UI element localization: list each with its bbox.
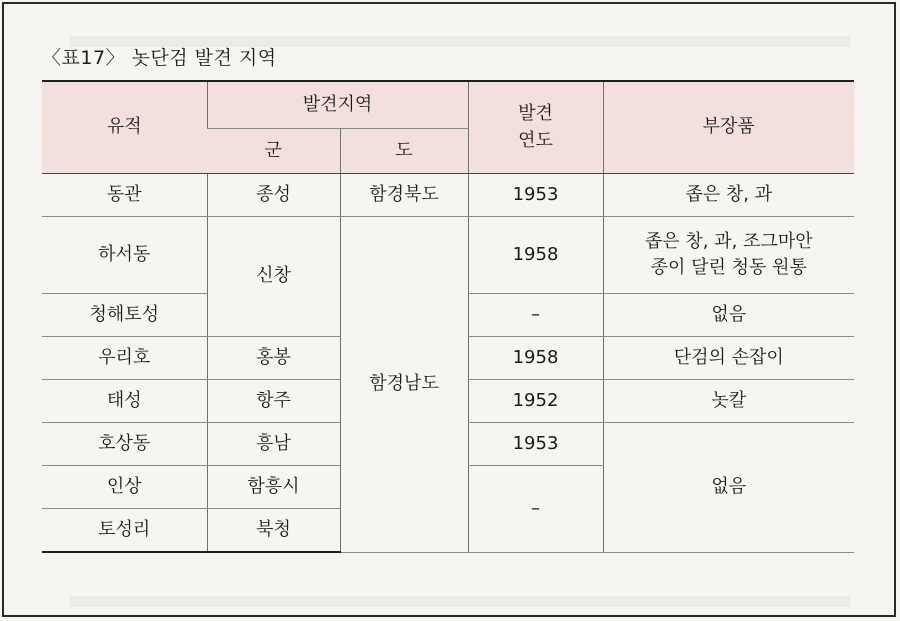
cell-year: 1958 [468,217,603,294]
header-row [42,81,854,129]
cell-year: – [468,466,603,553]
cell-gun: 북청 [207,509,340,553]
cell-gun: 신창 [207,217,340,337]
header-accessories: 부장품 [603,81,854,174]
cell-year: – [468,294,603,337]
header-year-line2: 연도 [518,129,553,151]
cell-gun: 항주 [207,380,340,423]
cell-gun: 종성 [207,174,340,217]
cell-accessories-line1: 좁은 창, 과, 조그마안 [644,230,813,252]
cell-accessories: 단검의 손잡이 [603,337,854,380]
cell-gun: 함흥시 [207,466,340,509]
cell-accessories [603,217,854,294]
cell-year: 1953 [468,423,603,466]
cell-site: 청해토성 [42,294,207,337]
cell-site: 토성리 [42,509,207,553]
table-row [42,217,854,294]
cell-accessories: 좁은 창, 과 [603,174,854,217]
cell-accessories: 없음 [603,294,854,337]
table-caption: 〈표17〉 놋단검 발견 지역 [42,47,277,69]
cell-site: 인상 [42,466,207,509]
cell-gun: 흥남 [207,423,340,466]
cell-year: 1952 [468,380,603,423]
table-row [42,174,854,217]
cell-site: 하서동 [42,217,207,294]
cell-year: 1953 [468,174,603,217]
header-gun: 군 [207,129,340,174]
header-site: 유적 [42,81,207,174]
cell-gun: 홍봉 [207,337,340,380]
cell-site: 동관 [42,174,207,217]
cell-accessories: 놋칼 [603,380,854,423]
discovery-table [42,80,854,553]
header-year-line1: 발견 [518,103,553,125]
cell-accessories-line2: 종이 달린 청동 원통 [650,257,807,278]
cell-year: 1958 [468,337,603,380]
header-location: 발견지역 [207,81,468,129]
cell-site: 태성 [42,380,207,423]
cell-do: 함경남도 [340,217,468,553]
cell-site: 우리호 [42,337,207,380]
cell-accessories: 없음 [603,423,854,553]
cell-site: 호상동 [42,423,207,466]
cell-do: 함경북도 [340,174,468,217]
header-do: 도 [340,129,468,174]
header-year [468,81,603,174]
